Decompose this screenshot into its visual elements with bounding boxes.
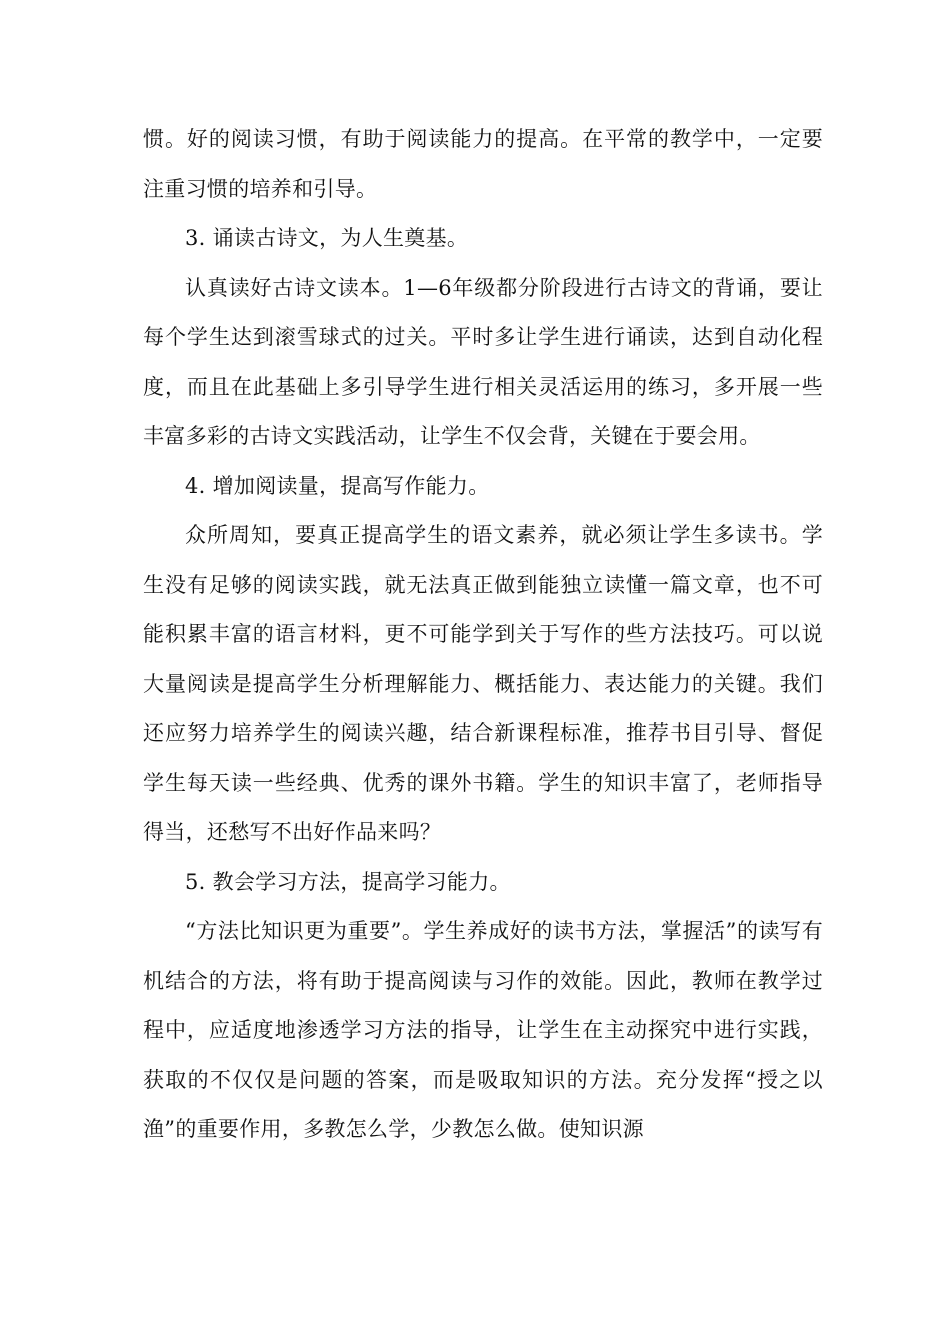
section-heading-4: 4. 增加阅读量，提高写作能力。 [185, 473, 490, 498]
paragraph-classical-poetry: 认真读好古诗文读本。1—6年级都分阶段进行古诗文的背诵，要让每个学生达到滚雪球式的过关。平时多让学生进行诵读，达到自动化程度，而且在此基础上多引导学生进行相关灵活运用的练习，多开展一些丰富多彩的古诗文实践活动，让学生不仅会背，关键在于要会用。 [143, 275, 823, 448]
section-heading-3: 3. 诵读古诗文，为人生奠基。 [185, 226, 469, 250]
paragraph-learning-methods: “方法比知识更为重要”。学生养成好的读书方法，掌握活”的读写有机结合的方法，将有助于提高阅读与习作的效能。因此，教师在教学过程中，应适度地渗透学习方法的指导，让学生在主动探究中进行实践，获取的不仅仅是问题的答案，而是吸取知识的方法。充分发挥“授之以渔”的重要作用，多教怎么学，少教怎么做。使知识源 [143, 919, 823, 1141]
section-heading-5: 5. 教会学习方法，提高学习能力。 [185, 869, 511, 894]
paragraph-continued: 惯。好的阅读习惯，有助于阅读能力的提高。在平常的教学中，一定要注重习惯的培养和引导。 [143, 127, 823, 201]
paragraph-reading-volume: 众所周知，要真正提高学生的语文素养，就必须让学生多读书。学生没有足够的阅读实践，就无法真正做到能独立读懂一篇文章，也不可能积累丰富的语言材料，更不可能学到关于写作的些方法技巧。可以说大量阅读是提高学生分析理解能力、概括能力、表达能力的关键。我们还应努力培养学生的阅读兴趣，结合新课程标准，推荐书目引导、督促学生每天读一些经典、优秀的课外书籍。学生的知识丰富了，老师指导得当，还愁写不出好作品来吗？ [143, 523, 823, 844]
document-body [143, 115, 823, 1155]
